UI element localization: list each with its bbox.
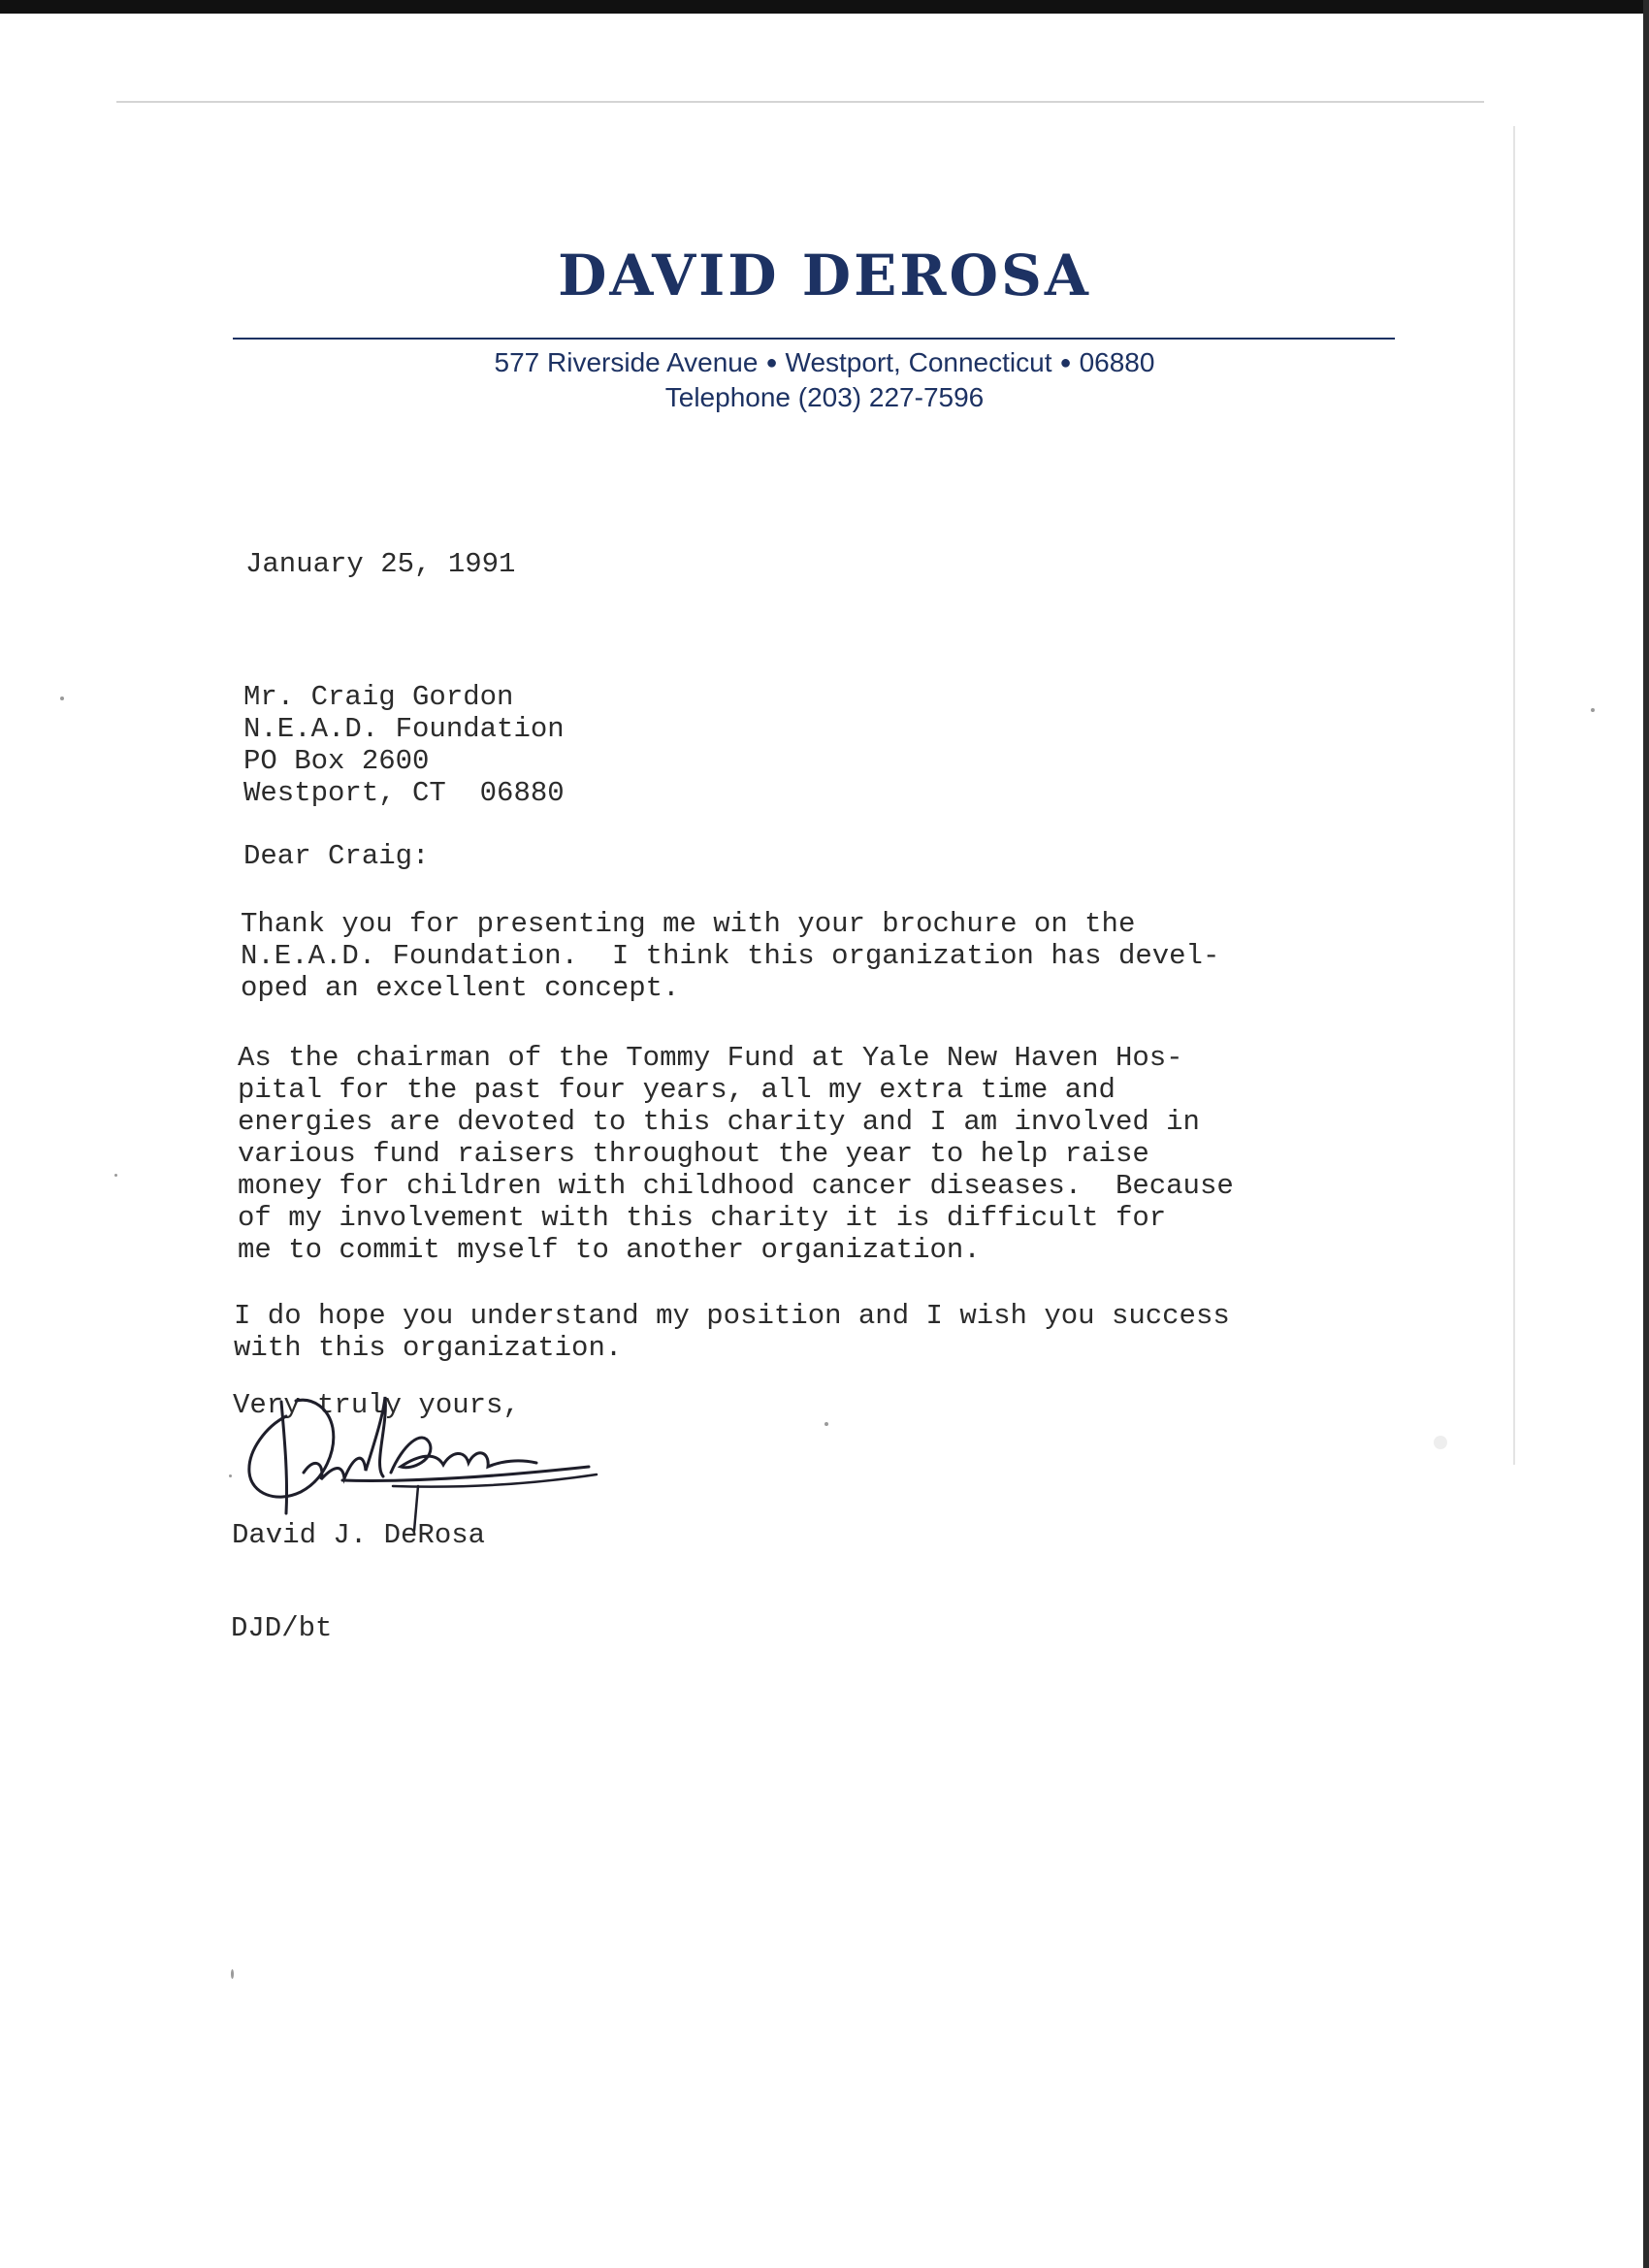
bullet-separator: ● — [1059, 352, 1072, 373]
scan-speck — [114, 1174, 117, 1177]
scan-speck — [231, 1969, 234, 1979]
body-paragraph — [234, 1300, 1230, 1364]
recipient-line: Mr. Craig Gordon — [243, 681, 514, 713]
scan-border-top — [0, 0, 1649, 14]
body-line: of my involvement with this charity it is difficult for — [238, 1202, 1167, 1234]
body-line: N.E.A.D. Foundation. I think this organization has devel- — [241, 940, 1220, 972]
body-line: pital for the past four years, all my extra time and — [238, 1074, 1116, 1106]
letterhead — [0, 244, 1649, 307]
closing: Very truly yours, — [233, 1389, 520, 1421]
letterhead-rule — [233, 338, 1395, 340]
body-line: oped an excellent concept. — [241, 972, 680, 1004]
recipient-line: N.E.A.D. Foundation — [243, 713, 565, 745]
letterhead-name: DAVID DEROSA — [558, 243, 1091, 308]
letterhead-city: Westport, Connecticut — [785, 347, 1052, 377]
scan-speck — [60, 697, 64, 700]
scan-speck — [1591, 708, 1595, 712]
body-line: energies are devoted to this charity and I am involved in — [238, 1106, 1200, 1138]
body-line: I do hope you understand my position and I wish you success — [234, 1300, 1230, 1332]
scan-speck — [824, 1422, 828, 1426]
handwritten-signature — [228, 1358, 606, 1533]
letterhead-telephone: Telephone (203) 227-7596 — [664, 382, 985, 412]
salutation: Dear Craig: — [243, 840, 430, 872]
body-line: As the chairman of the Tommy Fund at Yale New Haven Hos- — [238, 1042, 1183, 1074]
body-line: Thank you for presenting me with your brochure on the — [241, 908, 1136, 940]
recipient-address — [243, 681, 565, 809]
page-edge — [116, 101, 1484, 103]
recipient-line: PO Box 2600 — [243, 745, 430, 777]
page-edge — [1513, 126, 1515, 1465]
body-line: various fund raisers throughout the year to help raise — [238, 1138, 1149, 1170]
letterhead-address-line — [0, 345, 1649, 380]
body-line: with this organization. — [234, 1332, 623, 1364]
letterhead-street: 577 Riverside Avenue — [494, 347, 759, 377]
scan-speck — [229, 1474, 232, 1477]
body-line: me to commit myself to another organization. — [238, 1234, 981, 1266]
scan-border-right — [1643, 0, 1649, 2268]
signer-name: David J. DeRosa — [232, 1519, 486, 1551]
letterhead-address — [0, 345, 1649, 415]
bullet-separator: ● — [765, 352, 778, 373]
recipient-line: Westport, CT 06880 — [243, 777, 565, 809]
typist-initials: DJD/bt — [231, 1612, 333, 1644]
scan-speck — [1434, 1436, 1447, 1449]
body-paragraph — [241, 908, 1219, 1004]
letterhead-zip: 06880 — [1079, 347, 1155, 377]
body-line: money for children with childhood cancer diseases. Because — [238, 1170, 1234, 1202]
body-paragraph — [238, 1042, 1234, 1266]
letter-date: January 25, 1991 — [245, 548, 516, 580]
